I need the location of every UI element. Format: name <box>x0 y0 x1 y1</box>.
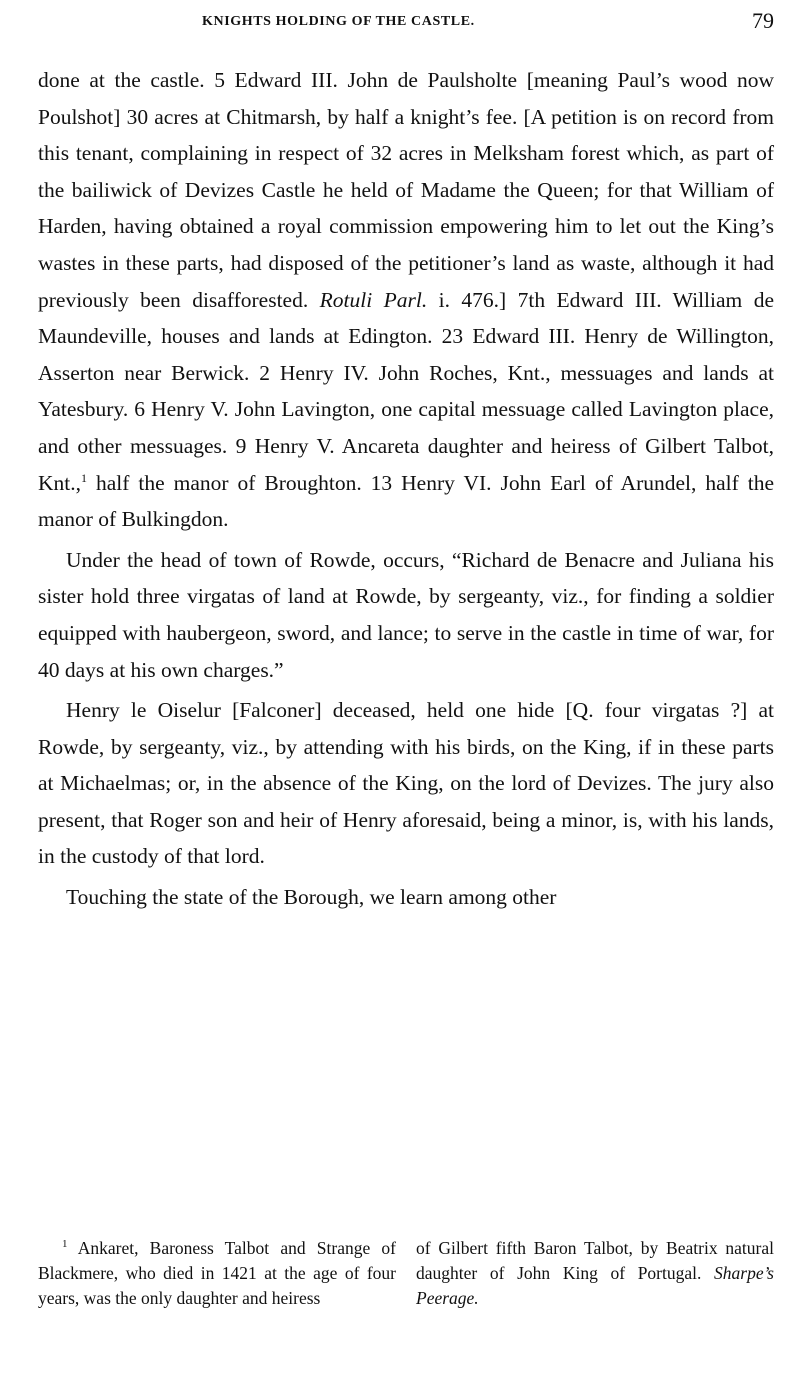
running-head: KNIGHTS HOLDING OF THE CASTLE. <box>202 14 475 29</box>
footnote-right-column <box>416 1236 774 1311</box>
footnote-mark: 1 <box>62 1238 68 1251</box>
paragraph-1-text-a: done at the castle. 5 Edward III. John de Paulsholte [meaning Paul’s wood now Poulshot] 30 acres at Chitmarsh, by half a knight’s fee. [A petition is on record from this tenant, complaining in respect of 32 acres in Melksham forest which, as part of the bailiwick of Devizes Castle he held of Madame the Queen; for that William of Harden, having obtained a royal commission empowering him to let out the King’s wastes in these parts, had disposed of the petitioner’s land as waste, although it had previously been disafforested. <box>38 68 774 312</box>
footnotes <box>38 1236 774 1311</box>
paragraph-1 <box>38 62 774 538</box>
footnote-text-left: Ankaret, Baroness Talbot and Strange of Blackmere, who died in 1421 at the age of four years, was the only daughter and heiress <box>38 1238 396 1308</box>
body-text <box>38 62 774 916</box>
paragraph-4: Touching the state of the Borough, we learn among other <box>66 885 557 910</box>
citation-sharpes-peerage: Sharpe’s Peerage. <box>416 1263 774 1308</box>
page-header <box>40 8 776 40</box>
paragraph-1-text-b: i. 476.] 7th Edward III. William de Maundeville, houses and lands at Edington. 23 Edward III. Henry de Willington, Asserton near Berwick. 2 Henry IV. John Roches, Knt., messuages and lands at Yatesbury. 6 Henry V. John Lavington, one capital messuage called Lavington place, and other messuages. 9 Henry V. Ancareta daughter and heiress of Gilbert Talbot, Knt., <box>38 287 774 495</box>
footnote-text-right: of Gilbert fifth Baron Talbot, by Beatrix natural daughter of John King of Portugal. <box>416 1238 774 1283</box>
page-number: 79 <box>752 8 774 33</box>
paragraph-3: Henry le Oiselur [Falconer] deceased, held one hide [Q. four virgatas ?] at Rowde, by sergeanty, viz., by attending with his birds, on the King, if in these parts at Michaelmas; or, in the absence of the King, on the lord of Devizes. The jury also present, that Roger son and heir of Henry aforesaid, being a minor, is, with his lands, in the custody of that lord. <box>38 698 774 869</box>
footnote-reference: 1 <box>81 470 87 485</box>
paragraph-1-text-c: half the manor of Broughton. 13 Henry VI. John Earl of Arundel, half the manor of Bulkingdon. <box>38 470 774 532</box>
paragraph-2: Under the head of town of Rowde, occurs, “Richard de Benacre and Juliana his sister hold three virgatas of land at Rowde, by sergeanty, viz., for finding a soldier equipped with haubergeon, sword, and lance; to serve in the castle in time of war, for 40 days at his own charges.” <box>38 547 774 682</box>
footnote-left-column <box>38 1236 396 1311</box>
citation-rotuli-parl: Rotuli Parl. <box>319 287 428 312</box>
